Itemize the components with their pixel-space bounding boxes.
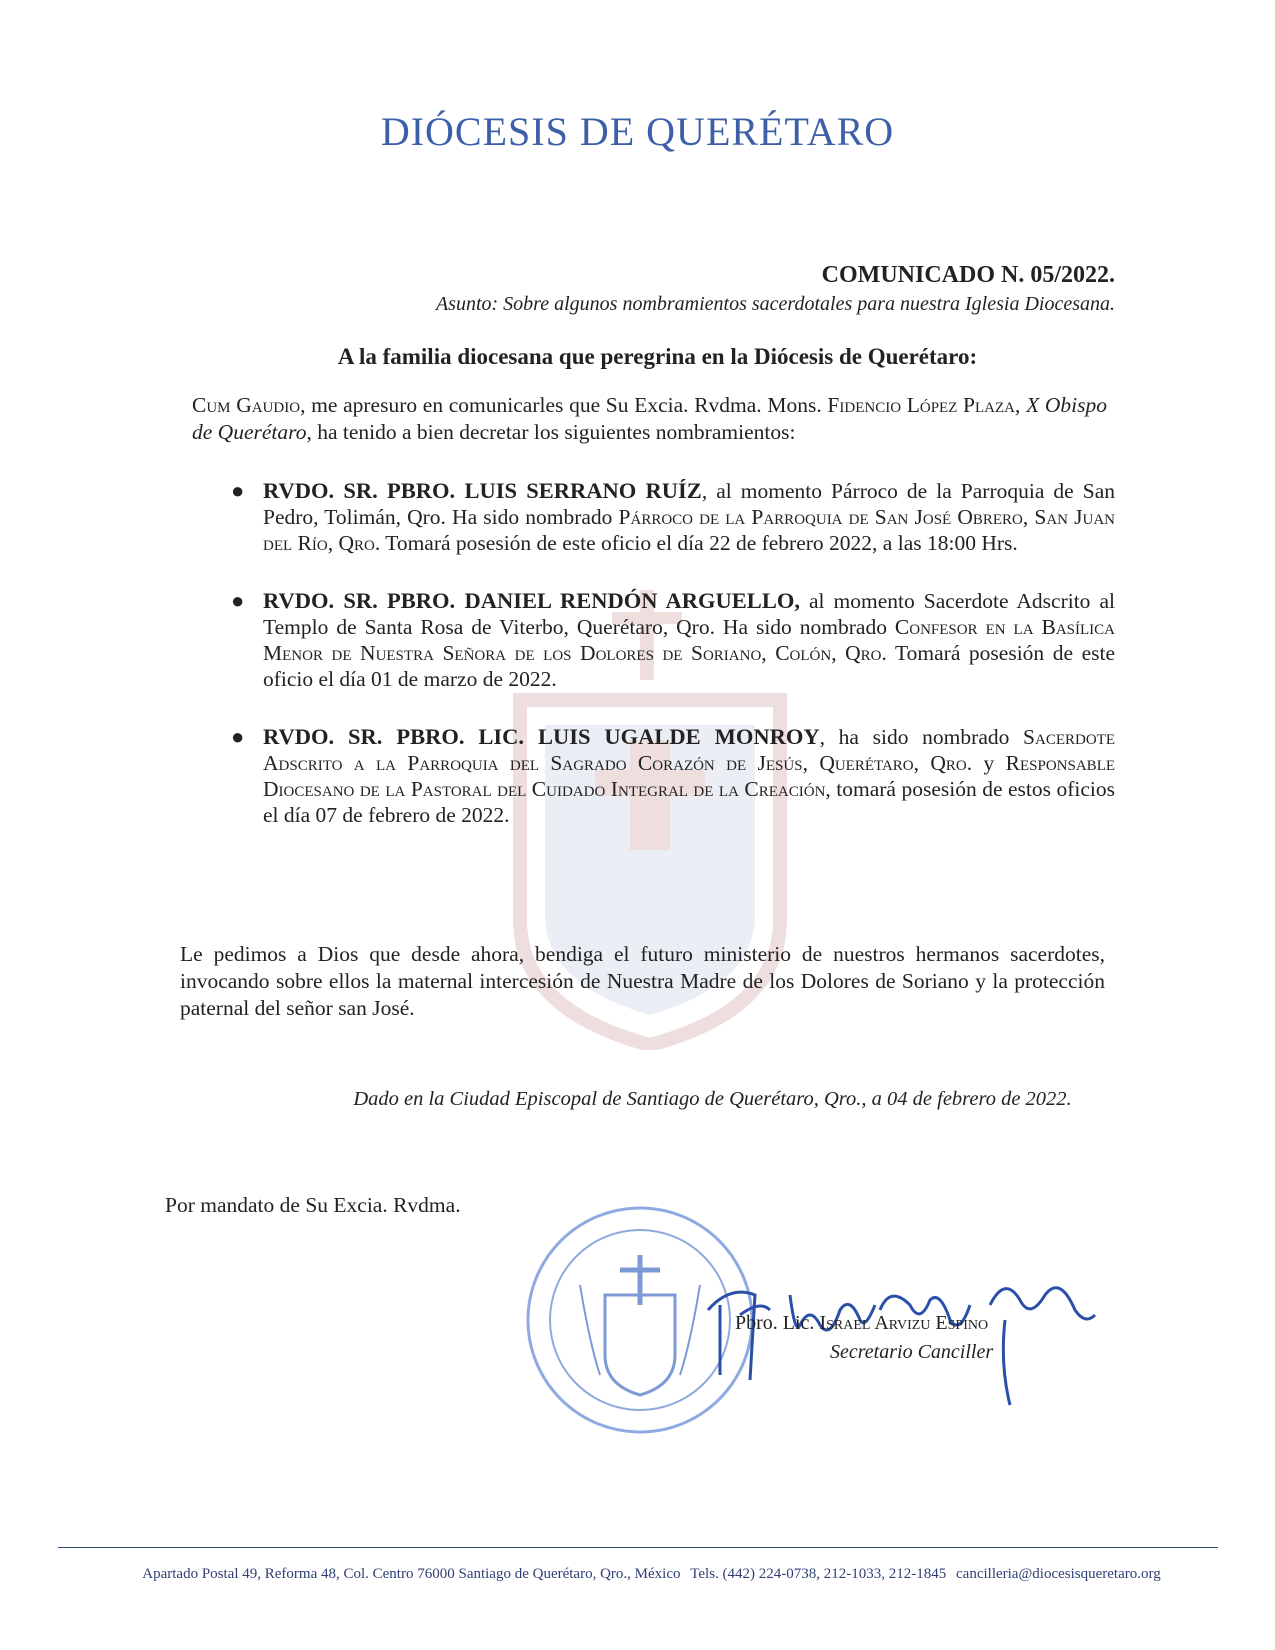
comunicado-subject: Asunto: Sobre algunos nombramientos sacerdotales para nuestra Iglesia Diocesana.: [435, 293, 1115, 315]
closing-paragraph: Le pedimos a Dios que desde ahora, bendiga el futuro ministerio de nuestros hermanos sacerdotes, invocando sobre ellos la maternal intercesión de Nuestra Madre de los Dolores de Soriano y la protección paternal del señor san José.: [180, 942, 1105, 1020]
signer-title: Secretario Canciller: [830, 1341, 994, 1363]
appointment-item: ● RVDO. SR. PBRO. LUIS SERRANO RUÍZ, al momento Párroco de la Parroquia de San Pedro, Tolimán, Qro. Ha sido nombrado Párroco de la Parroquia de San José Obrero, San Juan del Río, Qro. Tomará posesión de este oficio el día 22 de febrero 2022, a las 18:00 Hrs.: [231, 478, 1116, 555]
comunicado-number: COMUNICADO N. 05/2022.: [821, 262, 1115, 288]
date-place-line: Dado en la Ciudad Episcopal de Santiago de Querétaro, Qro., a 04 de febrero de 2022.: [353, 1088, 1072, 1110]
appointment-item: ● RVDO. SR. PBRO. LIC. LUIS UGALDE MONROY, ha sido nombrado Sacerdote Adscrito a la Parroquia del Sagrado Corazón de Jesús, Querétaro, Qro. y Responsable Diocesano de la Pastoral del Cuidado Integral de la Creación, tomará posesión de estos oficios el día 07 de febrero de 2022.: [231, 724, 1116, 827]
bullet-icon: ●: [231, 588, 245, 613]
bishop-title: X Obispo de Querétaro: [192, 393, 1107, 444]
appointment-item: ● RVDO. SR. PBRO. DANIEL RENDÓN ARGUELLO, al momento Sacerdote Adscrito al Templo de Santa Rosa de Viterbo, Querétaro, Qro. Ha sido nombrado Confesor en la Basílica Menor de Nuestra Señora de los Dolores de Soriano, Colón, Qro. Tomará posesión de este oficio el día 01 de marzo de 2022.: [231, 588, 1115, 691]
signer-name: Pbro. Lic. Israel Arvizu Espino: [735, 1312, 989, 1334]
intro-paragraph: Cum Gaudio, me apresuro en comunicarles que Su Excia. Rvdma. Mons. Fidencio López Plaza, X Obispo de Querétaro, ha tenido a bien decretar los siguientes nombramientos:: [192, 393, 1107, 444]
appointments-list: [225, 478, 1115, 828]
appointment-role-2: Responsable Diocesano de la Pastoral del Cuidado Integral de la Creación: [263, 751, 1116, 801]
priest-name: RVDO. SR. PBRO. LIC. LUIS UGALDE MONROY: [263, 724, 820, 749]
appointment-role: Confesor en la Basílica Menor de Nuestra Señora de los Dolores de Soriano, Colón, Qro: [263, 615, 1115, 665]
bullet-icon: ●: [231, 478, 245, 503]
priest-name: RVDO. SR. PBRO. LUIS SERRANO RUÍZ: [263, 478, 702, 503]
footer-contact: [0, 1566, 1275, 1583]
mandate-line: Por mandato de Su Excia. Rvdma.: [165, 1193, 461, 1217]
bullet-icon: ●: [231, 724, 245, 749]
footer-phones: Tels. (442) 224-0738, 212-1033, 212-1845: [690, 1566, 947, 1582]
priest-name: RVDO. SR. PBRO. DANIEL RENDÓN ARGUELLO,: [263, 588, 800, 613]
footer-address: Apartado Postal 49, Reforma 48, Col. Centro 76000 Santiago de Querétaro, Qro., México: [142, 1566, 681, 1582]
appointment-role: Sacerdote Adscrito a la Parroquia del Sagrado Corazón de Jesús, Querétaro, Qro: [263, 725, 1115, 775]
bishop-name: Fidencio López Plaza: [827, 393, 1015, 417]
footer-divider: [58, 1547, 1218, 1548]
diocese-header-title: DIÓCESIS DE QUERÉTARO: [380, 109, 895, 154]
footer-email: cancilleria@diocesisqueretaro.org: [956, 1566, 1161, 1582]
salutation: A la familia diocesana que peregrina en la Diócesis de Querétaro:: [337, 344, 978, 369]
appointment-role: Párroco de la Parroquia de San José Obrero, San Juan del Río, Qro: [263, 505, 1116, 555]
cum-gaudio: Cum Gaudio: [192, 393, 301, 417]
